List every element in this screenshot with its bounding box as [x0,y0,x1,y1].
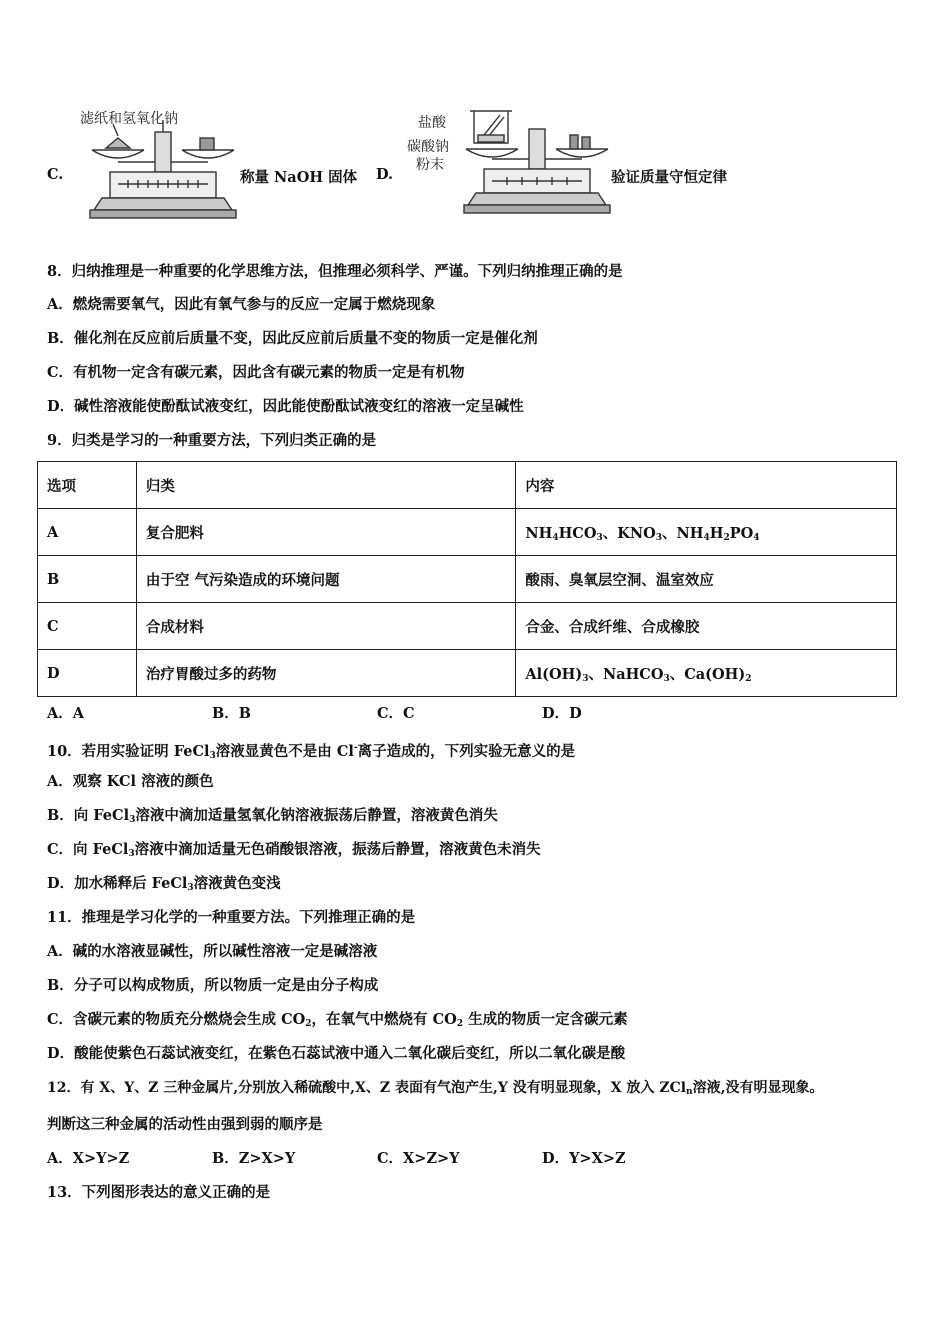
q8-option-a: A．燃烧需要氧气，因此有氧气参与的反应一定属于燃烧现象 [47,296,436,313]
q12-answer-d: D．Y>X>Z [542,1150,626,1167]
subscript: 4 [552,532,559,543]
q9-stem: 9．归类是学习的一种重要方法，下列归类正确的是 [47,432,377,449]
q10-stem [47,738,575,766]
table-row [38,650,897,697]
q9-answer-b: B．B [212,705,252,722]
text-fragment: D．加水稀释后 FeCl [47,875,188,892]
q8-option-b: B．催化剂在反应前后质量不变，因此反应前后质量不变的物质一定是催化剂 [47,330,538,347]
text-fragment: 溶液中滴加适量无色硝酸银溶液，振荡后静置，溶液黄色未消失 [134,841,541,858]
subscript: 2 [456,1019,464,1029]
q10-option-c [47,840,541,864]
text-fragment: ，在氧气中燃烧有 CO [311,1011,457,1028]
text-fragment: 12．有 X、Y、Z 三种金属片,分别放入稀硫酸中,X、Z 表面有气泡产生,Y 没有明显现象，X 放入 ZCl [47,1080,687,1096]
figure-d-caption: 验证质量守恒定律 [611,169,727,186]
table-cell-content [516,650,897,697]
text-fragment: 离子造成的，下列实验无意义的是 [357,743,576,760]
table-header-cell: 内容 [516,462,897,509]
table-row [38,603,897,650]
q9-answer-a: A．A [47,705,85,722]
figure-d-callout-powder: 粉末 [416,157,444,173]
subscript: 3 [655,532,663,543]
text-fragment: 、NaHCO [588,665,664,683]
balance-scale-d-figure [462,105,612,217]
text-fragment: C．含碳元素的物质充分燃烧会生成 CO [47,1011,306,1028]
q11-option-b: B．分子可以构成物质，所以物质一定是由分子构成 [47,977,379,994]
table-cell-content: 合金、合成纤维、合成橡胶 [516,603,897,650]
q11-option-d: D．酸能使紫色石蕊试液变红，在紫色石蕊试液中通入二氧化碳后变红，所以二氧化碳是酸 [47,1045,626,1062]
superscript: - [353,743,358,753]
table-cell-content: 酸雨、臭氧层空洞、温室效应 [516,556,897,603]
text-fragment: NH [525,524,553,542]
text-fragment: Al(OH) [525,665,583,683]
q10-option-d [47,874,281,898]
subscript: 2 [745,673,752,684]
q10-option-b [47,806,498,830]
q10-option-a: A．观察 KCl 溶液的颜色 [47,773,214,790]
text-fragment: PO [729,524,754,542]
q9-answer-d: D．D [542,705,582,722]
q11-option-a: A．碱的水溶液显碱性，所以碱性溶液一定是碱溶液 [47,943,378,960]
subscript: 3 [582,673,589,684]
figure-d-callout-hcl: 盐酸 [418,115,446,131]
subscript: 3 [663,673,670,684]
table-cell-content [516,509,897,556]
subscript: 4 [703,532,710,543]
text-fragment: 溶液黄色变浅 [193,875,281,892]
text-fragment: C．向 FeCl [47,841,129,858]
q12-stem-line2: 判断这三种金属的活动性由强到弱的顺序是 [47,1116,323,1133]
text-fragment: 溶液中滴加适量氢氧化钠溶液振荡后静置，溶液黄色消失 [135,807,498,824]
subscript: 3 [596,532,603,543]
figure-c-caption: 称量 NaOH 固体 [240,169,358,186]
table-row [38,556,897,603]
text-fragment: 、Ca(OH) [669,665,746,683]
text-fragment: 、NH [662,524,704,542]
q8-stem: 8．归纳推理是一种重要的化学思维方法，但推理必须科学、严谨。下列归纳推理正确的是 [47,263,623,280]
text-fragment: B．向 FeCl [47,807,130,824]
table-cell-category: 合成材料 [136,603,515,650]
table-cell-option: A [38,509,137,556]
text-fragment: 溶液,没有明显现象。 [692,1080,824,1096]
figure-c-callout: 滤纸和氢氧化钠 [80,111,178,127]
subscript: 3 [187,883,194,893]
q12-answer-c: C．X>Z>Y [377,1150,460,1167]
q12-stem-line1 [47,1078,823,1102]
table-cell-option: C [38,603,137,650]
subscript: 2 [305,1019,312,1029]
subscript: 2 [723,532,730,543]
table-cell-category: 由于空 气污染造成的环境问题 [136,556,515,603]
table-header-row [38,462,897,509]
subscript: 4 [753,532,760,543]
text-fragment: HCO [558,524,597,542]
figure-c-label: C. [47,166,64,183]
q8-option-d: D．碱性溶液能使酚酞试液变红，因此能使酚酞试液变红的溶液一定呈碱性 [47,398,524,415]
table-header-cell: 归类 [136,462,515,509]
q9-table [37,461,897,697]
text-fragment: 10．若用实验证明 FeCl [47,743,210,760]
table-row [38,509,897,556]
table-cell-category: 治疗胃酸过多的药物 [136,650,515,697]
table-cell-category: 复合肥料 [136,509,515,556]
text-fragment: H [709,524,724,542]
q12-answer-b: B．Z>X>Y [212,1150,296,1167]
q9-answer-c: C．C [377,705,415,722]
figure-d-label: D. [376,166,394,183]
subscript: 3 [128,849,135,859]
q8-option-c: C．有机物一定含有碳元素，因此含有碳元素的物质一定是有机物 [47,364,465,381]
q13-stem: 13．下列图形表达的意义正确的是 [47,1184,271,1201]
subscript: 3 [209,751,216,761]
q11-option-c [47,1010,628,1034]
table-cell-option: B [38,556,137,603]
text-fragment: 溶液显黄色不是由 Cl [215,743,354,760]
subscript: n [686,1087,693,1097]
q12-answer-a: A．X>Y>Z [47,1150,130,1167]
q11-stem: 11．推理是学习化学的一种重要方法。下列推理正确的是 [47,909,416,926]
table-cell-option: D [38,650,137,697]
text-fragment: 生成的物质一定含碳元素 [463,1011,628,1028]
figure-d-callout-na2co3: 碳酸钠 [407,139,449,155]
subscript: 3 [129,815,136,825]
table-header-cell: 选项 [38,462,137,509]
text-fragment: 、KNO [602,524,656,542]
